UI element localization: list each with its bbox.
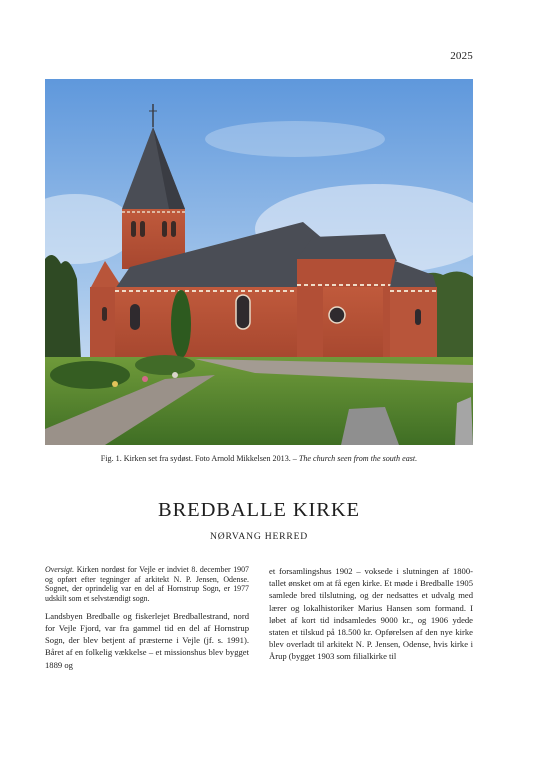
text-column-left xyxy=(45,565,249,671)
article-subtitle: NØRVANG HERRED xyxy=(210,531,308,542)
body-paragraph-left: Landsbyen Bredballe og fiskerlejet Bredballestrand, nord for Vejle Fjord, var fra gammel tid en del af Hornstrup Sogn, der blev betjent af præsterne i Vejle (jf. s. 1991). Båret af en folkelig vækkelse – et missionshus blev bygget 1889 og xyxy=(45,610,249,670)
text-column-right xyxy=(269,565,473,663)
page-number: 2025 xyxy=(450,50,473,62)
figure-caption xyxy=(45,454,473,464)
overview-paragraph xyxy=(45,565,249,604)
overview-lead: Oversigt. xyxy=(45,565,75,574)
caption-english: The church seen from the south east. xyxy=(298,454,418,463)
body-paragraph-right: et forsamlingshus 1902 – voksede i slutningen af 1800-tallet ønsket om at få egen kirke. Et møde i Bredballe 1905 samlede bred tilslutning, og der nedsattes et udvalg med lærer og lokalhistoriker Marius Hansen som formand. I løbet af kort tid indsamledes 9000 kr., og 1906 ydede staten et tilskud på 18.500 kr. Opførelsen af den nye kirke blev overladt til arkitekt N. P. Jensen, Odense, hvis kirke i Årup (bygget 1903 som filialkirke til xyxy=(269,566,473,662)
overview-text: Kirken nordøst for Vejle er indviet 8. december 1907 og opført efter tegninger af arkitekt N. P. Jensen, Odense. Sognet, der oprindelig var en del af Hornstrup Sogn, er 1977 udskilt som et selvstændigt sogn. xyxy=(45,565,249,604)
church-photo xyxy=(45,79,473,445)
article-title: BREDBALLE KIRKE xyxy=(158,499,360,521)
caption-danish: Fig. 1. Kirken set fra sydøst. Foto Arnold Mikkelsen 2013. – xyxy=(100,454,299,463)
